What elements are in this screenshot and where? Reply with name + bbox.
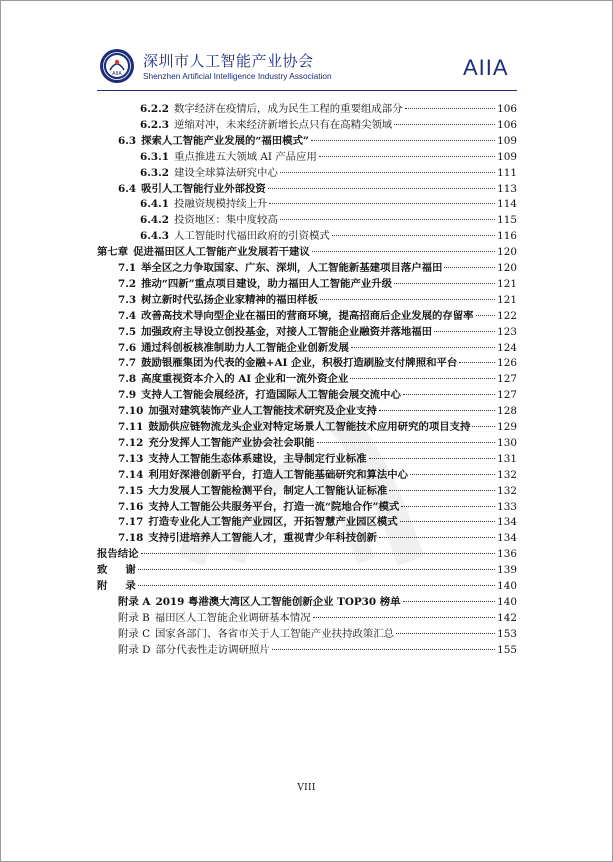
toc-entry-number: 7.13: [118, 452, 144, 465]
toc-dot-leader: [369, 457, 496, 459]
toc-entry[interactable]: [118, 324, 517, 340]
toc-entry-number: 附录 A: [118, 595, 151, 608]
toc-entry-number: 7.1: [118, 262, 137, 274]
organization-name-cn: 深圳市人工智能产业协会: [143, 52, 314, 70]
toc-entry[interactable]: [140, 228, 517, 244]
toc-entry-title: 谢: [125, 564, 136, 577]
toc-entry-title: 高度重视资本介入的 AI 企业和一流外资企业: [141, 373, 349, 386]
toc-entry-page: 134: [497, 516, 517, 529]
toc-entry-page: 132: [497, 468, 517, 481]
logo-text: AIIA: [112, 71, 122, 77]
toc-dot-leader: [351, 346, 495, 348]
toc-dot-leader: [141, 552, 496, 554]
toc-entry-title: 吸引人工智能行业外部投资: [141, 182, 266, 195]
toc-entry-page: 109: [497, 134, 517, 147]
toc-entry-page: 123: [497, 325, 517, 338]
toc-dot-leader: [444, 266, 495, 268]
toc-dot-leader: [313, 616, 496, 618]
toc-entry-title: 打造专业化人工智能产业园区，开拓智慧产业园区模式: [148, 516, 398, 529]
toc-entry-title: 报告结论: [97, 548, 139, 561]
toc-entry-page: 116: [497, 230, 517, 243]
toc-entry-title: 加强政府主导设立创投基金，对接人工智能企业融资并落地福田: [141, 325, 433, 338]
toc-dot-leader: [394, 123, 495, 125]
toc-entry-page: 142: [497, 611, 517, 624]
toc-entry-page: 115: [497, 214, 517, 227]
toc-entry-title: 充分发挥人工智能产业协会社会职能: [148, 436, 315, 449]
toc-entry[interactable]: [118, 260, 517, 276]
toc-entry-page: 126: [497, 357, 517, 370]
toc-dot-leader: [476, 314, 496, 316]
toc-dot-leader: [394, 282, 495, 284]
toc-dot-leader: [268, 187, 495, 189]
toc-entry-number: 7.12: [118, 436, 144, 449]
toc-entry-number: 7.9: [118, 389, 137, 402]
toc-entry-page: 136: [497, 548, 517, 561]
toc-dot-leader: [272, 648, 495, 650]
toc-dot-leader: [379, 536, 495, 538]
toc-entry[interactable]: [118, 355, 517, 371]
toc-entry[interactable]: [140, 196, 517, 212]
toc-entry-page: 111: [497, 166, 517, 179]
toc-entry[interactable]: [118, 483, 517, 499]
toc-entry[interactable]: [118, 340, 517, 356]
toc-entry-number: 7.10: [118, 405, 144, 418]
toc-entry[interactable]: [118, 594, 517, 610]
toc-entry-number: 6.4: [118, 182, 137, 195]
toc-entry-page: 140: [497, 595, 517, 608]
toc-entry-number: 7.3: [118, 293, 137, 306]
toc-entry-number: 6.4.2: [140, 214, 169, 227]
toc-dot-leader: [403, 393, 495, 395]
toc-entry-title: 加强对建筑装饰产业人工智能技术研究及企业支持: [148, 405, 377, 418]
toc-entry[interactable]: [118, 403, 517, 419]
toc-dot-leader: [403, 600, 496, 602]
toc-entry-page: 122: [497, 309, 517, 322]
toc-dot-leader: [400, 520, 495, 522]
toc-entry-title: 2019 粤港澳大湾区人工智能创新企业 TOP30 榜单: [155, 595, 401, 608]
toc-entry-page: 131: [497, 452, 517, 465]
toc-entry-number: 7.17: [118, 516, 144, 529]
toc-entry[interactable]: [118, 181, 517, 197]
toc-entry-page: 129: [497, 421, 517, 433]
toc-entry[interactable]: [118, 276, 517, 292]
toc-entry-number: 6.3.1: [140, 150, 169, 163]
toc-entry-number: 7.14: [118, 468, 144, 481]
toc-entry-title: 推动“四新”重点项目建设，助力福田人工智能产业升级: [141, 277, 393, 290]
toc-dot-leader: [280, 171, 495, 173]
toc-entry[interactable]: [118, 292, 517, 308]
toc-entry-number: 7.7: [118, 357, 137, 370]
toc-entry[interactable]: [118, 530, 517, 546]
toc-entry[interactable]: [140, 101, 517, 117]
toc-entry-page: 134: [497, 532, 517, 545]
toc-entry[interactable]: [118, 435, 517, 451]
toc-entry[interactable]: [118, 133, 517, 149]
toc-entry-number: 7.6: [118, 341, 137, 354]
toc-entry-number: 7.15: [118, 484, 144, 497]
toc-dot-leader: [405, 107, 496, 109]
toc-entry-number: 7.11: [118, 421, 144, 433]
toc-dot-leader: [138, 568, 495, 570]
toc-entry-title: 鼓励供应链物流龙头企业对特定场景人工智能技术应用研究的项目支持: [148, 421, 471, 433]
toc-dot-leader: [472, 425, 495, 427]
toc-entry-page: 139: [497, 564, 517, 577]
toc-entry-title: 支持人工智能公共服务平台，打造一流“院地合作”模式: [148, 500, 400, 513]
toc-entry-page: 120: [497, 262, 517, 274]
toc-entry-title: 利用好深港创新平台，打造人工智能基础研究和算法中心: [148, 468, 409, 481]
toc-entry[interactable]: [118, 499, 517, 515]
toc-entry-number: 7.4: [118, 309, 137, 322]
toc-entry-number: 6.3.2: [140, 166, 169, 179]
toc-entry-number: 6.2.3: [140, 118, 169, 131]
toc-entry-title: 支持人工智能会展经济，打造国际人工智能会展交流中心: [141, 389, 401, 402]
toc-entry-title: 大力发展人工智能检测平台，制定人工智能认证标准: [148, 484, 388, 497]
toc-entry-page: 124: [497, 341, 517, 354]
toc-entry-title: 树立新时代弘扬企业家精神的福田样板: [141, 293, 318, 306]
toc-entry-title: 逆缩对冲，未来经济新增长点只有在高精尖领域: [173, 118, 393, 131]
toc-entry-page: 128: [497, 405, 517, 418]
toc-dot-leader: [389, 489, 495, 491]
toc-entry-number: 附录 C: [118, 627, 151, 640]
organization-name-en: Shenzhen Artificial Intelligence Industry Association: [143, 71, 332, 81]
toc-entry[interactable]: [118, 642, 517, 658]
toc-entry-title: 支持引进培养人工智能人才，重视青少年科技创新: [148, 532, 377, 545]
toc-entry-title: 国家各部门、各省市关于人工智能产业扶持政策汇总: [155, 627, 395, 640]
toc-dot-leader: [379, 409, 495, 411]
toc-dot-leader: [401, 505, 495, 507]
toc-dot-leader: [138, 584, 495, 586]
header-divider: [97, 90, 517, 91]
toc-entry-number: 第七章: [97, 246, 129, 259]
toc-entry-title: 支持人工智能生态体系建设，主导制定行业标准: [148, 452, 367, 465]
toc-entry-page: 113: [497, 182, 517, 195]
toc-entry[interactable]: [118, 451, 517, 467]
toc-entry-title: 建设全球算法研究中心: [173, 166, 278, 179]
toc-dot-leader: [459, 361, 495, 363]
toc-dot-leader: [312, 250, 495, 252]
toc-entry-title: 举全区之力争取国家、广东、深圳，人工智能新基建项目落户福田: [141, 262, 443, 274]
toc-entry-page: 133: [497, 500, 517, 513]
toc-entry-number: 7.16: [118, 500, 144, 513]
toc-entry[interactable]: [118, 610, 517, 626]
toc-entry[interactable]: [97, 546, 517, 562]
toc-entry-page: 121: [497, 277, 517, 290]
toc-entry-number: 6.4.3: [140, 230, 169, 243]
toc-entry[interactable]: [140, 212, 517, 228]
toc-entry[interactable]: [97, 578, 517, 594]
toc-dot-leader: [317, 441, 496, 443]
toc-dot-leader: [280, 218, 495, 220]
toc-dot-leader: [350, 377, 495, 379]
toc-entry-title: 改善高技术导向型企业在福田的营商环境，提高招商后企业发展的存留率: [141, 309, 474, 322]
toc-entry-title: 福田区人工智能企业调研基本情况: [154, 611, 311, 624]
toc-entry-number: 6.2.2: [140, 103, 169, 115]
toc-entry-title: 鼓励银雁集团为代表的金融+AI 企业，积极打造刷脸支付牌照和平台: [141, 357, 458, 370]
toc-entry-number: 附: [97, 580, 108, 592]
toc-entry-number: 7.5: [118, 325, 137, 338]
toc-entry-title: 促进福田区人工智能产业发展若干建议: [133, 246, 310, 259]
toc-entry-page: 130: [497, 436, 517, 449]
toc-entry[interactable]: [97, 244, 517, 260]
toc-entry-page: 153: [497, 627, 517, 640]
toc-entry[interactable]: [118, 467, 517, 483]
toc-dot-leader: [396, 632, 495, 634]
toc-entry-title: 重点推进五大领域 AI 产品应用: [173, 150, 317, 163]
toc-dot-leader: [434, 330, 495, 332]
toc-dot-leader: [410, 473, 495, 475]
toc-entry-page: 114: [497, 198, 517, 211]
toc-entry-title: 通过科创板核准制助力人工智能企业创新发展: [141, 341, 349, 354]
toc-entry-title: 录: [125, 580, 136, 592]
toc-entry-number: 附录 B: [118, 611, 150, 624]
toc-entry-title: 探索人工智能产业发展的“福田模式”: [141, 134, 309, 147]
toc-entry[interactable]: [97, 562, 517, 578]
toc-entry-number: 致: [97, 564, 108, 577]
toc-entry-page: 132: [497, 484, 517, 497]
toc-entry-page: 120: [497, 246, 517, 259]
toc-entry[interactable]: [118, 308, 517, 324]
toc-entry-page: 109: [497, 150, 517, 163]
toc-entry[interactable]: [118, 514, 517, 530]
toc-entry-number: 6.4.1: [140, 198, 169, 211]
toc-entry[interactable]: [140, 165, 517, 181]
toc-entry-page: 127: [497, 373, 517, 386]
toc-entry[interactable]: [140, 149, 517, 165]
toc-entry-number: 7.8: [118, 373, 137, 386]
toc-entry-page: 140: [497, 580, 517, 592]
toc-dot-leader: [332, 234, 495, 236]
toc-entry-number: 7.18: [118, 532, 144, 545]
toc-entry[interactable]: [118, 371, 517, 387]
toc-dot-leader: [319, 155, 495, 157]
toc-entry-page: 106: [497, 103, 517, 115]
toc-entry-number: 6.3: [118, 134, 137, 147]
toc-entry-page: 127: [497, 389, 517, 402]
brand-mark: AIIA: [463, 55, 509, 80]
page-number: VIII: [297, 783, 316, 793]
toc-dot-leader: [320, 298, 495, 300]
toc-entry-page: 106: [497, 118, 517, 131]
toc-dot-leader: [311, 139, 495, 141]
toc-entry-title: 人工智能时代福田政府的引资模式: [173, 230, 330, 243]
toc-entry-title: 投融资规模持续上升: [173, 198, 268, 211]
toc-entry-title: 数字经济在疫情后，成为民生工程的重要组成部分: [173, 103, 403, 115]
toc-entry-number: 附录 D: [118, 643, 151, 656]
toc-entry[interactable]: [118, 626, 517, 642]
page-header: [1, 1, 612, 93]
association-logo-icon: [99, 48, 135, 84]
toc-entry-title: 部分代表性走访调研照片: [155, 643, 270, 656]
toc-entry[interactable]: [118, 387, 517, 403]
toc-entry[interactable]: [118, 419, 517, 435]
toc-entry-title: 投资地区：集中度较高: [173, 214, 278, 227]
toc-entry-number: 7.2: [118, 277, 137, 290]
toc-dot-leader: [269, 202, 495, 204]
toc-entry[interactable]: [140, 117, 517, 133]
toc-entry-page: 155: [497, 643, 517, 656]
toc-entry-page: 121: [497, 293, 517, 306]
